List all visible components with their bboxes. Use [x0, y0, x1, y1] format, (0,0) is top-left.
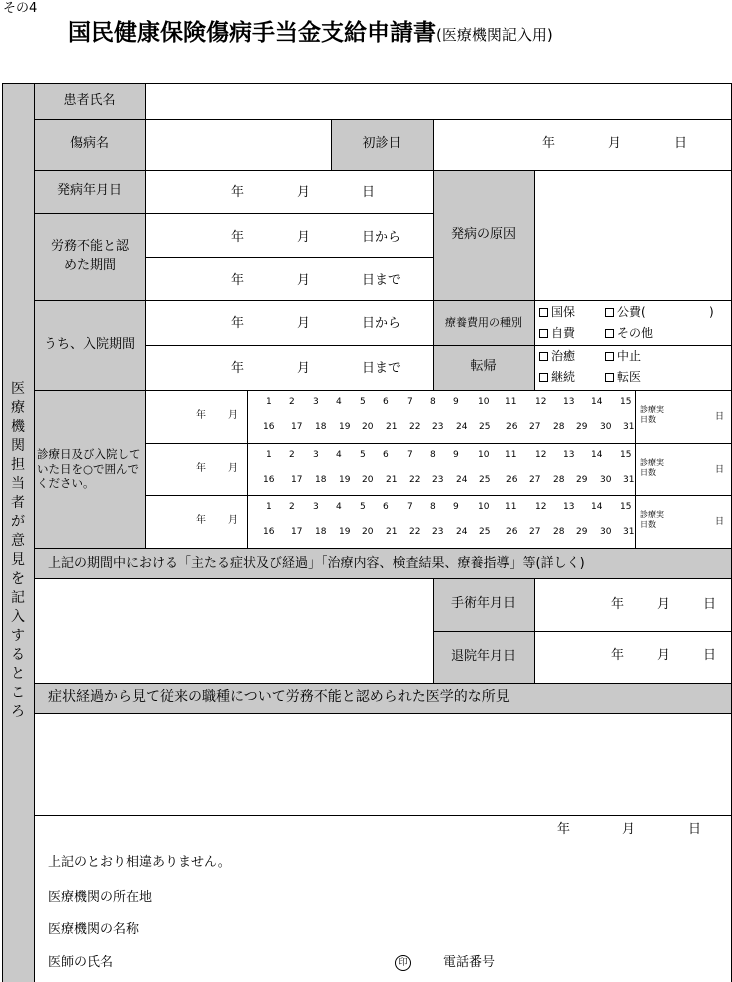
calendar-day[interactable]: 29: [576, 422, 588, 432]
calendar-day[interactable]: 1: [266, 397, 272, 407]
month-unit: 月: [228, 463, 238, 474]
option-label: 国保: [551, 305, 576, 319]
checkbox-icon: [539, 308, 548, 317]
day-unit: 日: [715, 465, 725, 475]
disease-name-label: 傷病名: [69, 136, 109, 152]
calendar-day[interactable]: 1: [266, 502, 272, 512]
calendar-day[interactable]: 9: [453, 450, 459, 460]
calendar-day[interactable]: 26: [506, 527, 518, 537]
opinion-heading: 症状経過から見て従来の職種について労務不能と認められた医学的な所見: [48, 689, 510, 705]
from-unit: 日から: [362, 316, 402, 331]
calendar-day[interactable]: 26: [506, 475, 518, 485]
calendar-day[interactable]: 8: [430, 502, 436, 512]
option-label: 転医: [617, 370, 642, 384]
calendar-day[interactable]: 17: [291, 527, 303, 537]
calendar-day[interactable]: 31: [623, 475, 635, 485]
calendar-day[interactable]: 27: [529, 422, 541, 432]
calendar-day[interactable]: 17: [291, 422, 303, 432]
until-unit: 日まで: [362, 361, 402, 376]
calendar-day[interactable]: 23: [432, 527, 444, 537]
year-unit: 年: [231, 316, 245, 331]
rule: [145, 495, 731, 496]
cost-type-label: 療養費用の種別: [445, 315, 522, 329]
calendar-day[interactable]: 20: [362, 527, 374, 537]
checkbox-icon: [539, 329, 548, 338]
calendar-day[interactable]: 21: [386, 527, 398, 537]
calendar-day[interactable]: 10: [478, 450, 490, 460]
outcome-label: 転帰: [470, 359, 497, 375]
calendar-day[interactable]: 28: [553, 527, 565, 537]
calendar-day[interactable]: 20: [362, 422, 374, 432]
calendar-day[interactable]: 10: [478, 502, 490, 512]
calendar-day[interactable]: 25: [479, 422, 491, 432]
checkbox-transfer[interactable]: [605, 371, 641, 383]
course-heading: 上記の期間中における「主たる症状及び経過」「治療内容、検査結果、療養指導」等(詳しく): [48, 556, 585, 571]
onset-cause-label: 発病の原因: [450, 226, 516, 242]
doctor-name-label: 医師の氏名: [48, 955, 114, 970]
month-unit: 月: [657, 648, 671, 663]
checkbox-icon: [539, 352, 548, 361]
calendar-day[interactable]: 30: [600, 475, 612, 485]
calendar-day[interactable]: 21: [386, 422, 398, 432]
incapacity-period-label: 労務不能と認めた期間: [50, 238, 129, 273]
checkbox-cured[interactable]: [539, 350, 575, 362]
month-unit: 月: [297, 361, 311, 376]
calendar-day[interactable]: 3: [313, 397, 319, 407]
calendar-day[interactable]: 7: [407, 502, 413, 512]
month-unit: 月: [297, 185, 311, 200]
calendar-day[interactable]: 21: [386, 475, 398, 485]
calendar-day[interactable]: 24: [456, 422, 468, 432]
rule: [34, 548, 731, 549]
calendar-day[interactable]: 19: [339, 475, 351, 485]
calendar-day[interactable]: 5: [360, 450, 366, 460]
calendar-day[interactable]: 5: [360, 397, 366, 407]
calendar-day[interactable]: 3: [313, 450, 319, 460]
calendar-day[interactable]: 13: [563, 397, 575, 407]
title-sub: (医療機関記入用): [436, 26, 553, 44]
calendar-day[interactable]: 27: [529, 475, 541, 485]
year-unit: 年: [196, 515, 206, 526]
side-label: 医療機関担当者が意見を記入するところ: [11, 381, 25, 720]
disease-name-input[interactable]: [146, 120, 330, 169]
year-unit: 年: [231, 273, 245, 288]
onset-cause-input[interactable]: [535, 171, 731, 299]
calendar-day[interactable]: 20: [362, 475, 374, 485]
calendar-day[interactable]: 2: [289, 450, 295, 460]
calendar-day[interactable]: 24: [456, 527, 468, 537]
surgery-date-label: 手術年月日: [450, 596, 516, 612]
calendar-day[interactable]: 30: [600, 422, 612, 432]
checkbox-icon: [605, 329, 614, 338]
year-unit: 年: [231, 361, 245, 376]
year-unit: 年: [196, 463, 206, 474]
actual-days-label: 診療実日数: [640, 510, 664, 530]
calendar-day[interactable]: 28: [553, 422, 565, 432]
year-unit: 年: [557, 822, 571, 837]
checkbox-jihi[interactable]: [539, 327, 575, 339]
calendar-day[interactable]: 2: [289, 397, 295, 407]
calendar-day[interactable]: 4: [336, 450, 342, 460]
year-unit: 年: [231, 185, 245, 200]
actual-days-label: 診療実日数: [640, 405, 664, 425]
calendar-day[interactable]: 16: [263, 422, 275, 432]
rule: [145, 257, 433, 258]
calendar-day[interactable]: 2: [289, 502, 295, 512]
checkbox-icon: [605, 308, 614, 317]
calendar-day[interactable]: 4: [336, 397, 342, 407]
checkbox-icon: [605, 373, 614, 382]
calendar-day[interactable]: 31: [623, 422, 635, 432]
calendar-day[interactable]: 10: [478, 397, 490, 407]
day-unit: 日: [703, 597, 717, 612]
month-unit: 月: [297, 230, 311, 245]
calendar-day[interactable]: 5: [360, 502, 366, 512]
calendar-day[interactable]: 9: [453, 502, 459, 512]
day-unit: 日: [688, 822, 702, 837]
hospital-period-label: うち、入院期間: [43, 336, 135, 352]
checkbox-other[interactable]: [605, 327, 653, 339]
calendar-day[interactable]: 31: [623, 527, 635, 537]
calendar-day[interactable]: 9: [453, 397, 459, 407]
page-title: [68, 22, 553, 45]
rule: [145, 443, 731, 444]
seal-text: 印: [398, 958, 408, 968]
checkbox-stopped[interactable]: [605, 350, 641, 362]
calendar-day[interactable]: 17: [291, 475, 303, 485]
option-label: 継続: [551, 370, 576, 384]
calendar-day[interactable]: 6: [383, 397, 389, 407]
calendar-day[interactable]: 14: [591, 450, 603, 460]
first-visit-label: 初診日: [362, 136, 402, 152]
calendar-day[interactable]: 22: [409, 422, 421, 432]
rule: [34, 83, 35, 982]
phone-label: 電話番号: [443, 955, 496, 970]
calendar-day[interactable]: 13: [563, 502, 575, 512]
calendar-day[interactable]: 16: [263, 475, 275, 485]
course-input[interactable]: [35, 579, 432, 682]
confirm-text: 上記のとおり相違ありません。: [48, 855, 231, 870]
month-unit: 月: [608, 136, 622, 151]
calendar-day[interactable]: 11: [505, 397, 517, 407]
year-unit: 年: [542, 136, 556, 151]
calendar-day[interactable]: 29: [576, 475, 588, 485]
calendar-day[interactable]: 7: [407, 397, 413, 407]
calendar-day[interactable]: 12: [535, 450, 547, 460]
day-unit: 日: [715, 412, 725, 422]
patient-name-label: 患者氏名: [63, 92, 116, 108]
year-unit: 年: [611, 597, 625, 612]
actual-days-label: 診療実日数: [640, 458, 664, 478]
from-unit: 日から: [362, 230, 402, 245]
checkbox-icon: [539, 373, 548, 382]
calendar-day[interactable]: 23: [432, 422, 444, 432]
rule: [247, 390, 248, 548]
patient-name-input[interactable]: [146, 84, 731, 118]
calendar-day[interactable]: 6: [383, 502, 389, 512]
checkbox-icon: [605, 352, 614, 361]
calendar-day[interactable]: 28: [553, 475, 565, 485]
calendar-day[interactable]: 16: [263, 527, 275, 537]
corner-label: その4: [3, 1, 38, 16]
calendar-day[interactable]: 15: [620, 397, 632, 407]
seal-icon: [395, 955, 411, 971]
title-main: 国民健康保険傷病手当金支給申請書: [68, 20, 436, 46]
calendar-day[interactable]: 3: [313, 502, 319, 512]
rule: [635, 390, 636, 548]
calendar-day[interactable]: 15: [620, 450, 632, 460]
facility-name-label: 医療機関の名称: [48, 922, 140, 937]
visit-days-label: 診療日及び入院していた日を○で囲んでください。: [37, 447, 141, 491]
calendar-day[interactable]: 14: [591, 397, 603, 407]
calendar-day[interactable]: 1: [266, 450, 272, 460]
checkbox-kokuho[interactable]: [539, 306, 575, 318]
calendar-day[interactable]: 29: [576, 527, 588, 537]
rule: [34, 815, 731, 816]
calendar-day[interactable]: 24: [456, 475, 468, 485]
calendar-day[interactable]: 19: [339, 422, 351, 432]
month-unit: 月: [228, 410, 238, 421]
paren-close: ): [709, 305, 714, 319]
month-unit: 月: [622, 822, 636, 837]
calendar-day[interactable]: 19: [339, 527, 351, 537]
discharge-date-label: 退院年月日: [450, 648, 516, 664]
calendar-day[interactable]: 4: [336, 502, 342, 512]
calendar-day[interactable]: 22: [409, 527, 421, 537]
option-label: その他: [617, 326, 654, 340]
until-unit: 日まで: [362, 273, 402, 288]
option-label: 自費: [551, 326, 576, 340]
year-unit: 年: [231, 230, 245, 245]
option-label: 治癒: [551, 349, 576, 363]
month-unit: 月: [657, 597, 671, 612]
onset-date-label: 発病年月日: [56, 183, 122, 199]
calendar-day[interactable]: 12: [535, 397, 547, 407]
month-unit: 月: [297, 316, 311, 331]
day-unit: 日: [703, 648, 717, 663]
calendar-day[interactable]: 8: [430, 450, 436, 460]
calendar-day[interactable]: 15: [620, 502, 632, 512]
calendar-day[interactable]: 7: [407, 450, 413, 460]
calendar-day[interactable]: 18: [315, 527, 327, 537]
day-unit: 日: [674, 136, 688, 151]
opinion-input[interactable]: [35, 714, 731, 814]
calendar-day[interactable]: 26: [506, 422, 518, 432]
calendar-day[interactable]: 11: [505, 450, 517, 460]
option-label: 中止: [617, 349, 642, 363]
address-label: 医療機関の所在地: [48, 890, 153, 905]
calendar-day[interactable]: 30: [600, 527, 612, 537]
month-unit: 月: [228, 515, 238, 526]
calendar-day[interactable]: 22: [409, 475, 421, 485]
calendar-day[interactable]: 13: [563, 450, 575, 460]
calendar-day[interactable]: 14: [591, 502, 603, 512]
calendar-day[interactable]: 6: [383, 450, 389, 460]
calendar-day[interactable]: 25: [479, 527, 491, 537]
calendar-day[interactable]: 8: [430, 397, 436, 407]
year-unit: 年: [196, 410, 206, 421]
calendar-day[interactable]: 18: [315, 422, 327, 432]
checkbox-kohi[interactable]: [605, 306, 646, 318]
month-unit: 月: [297, 273, 311, 288]
calendar-day[interactable]: 12: [535, 502, 547, 512]
calendar-day[interactable]: 18: [315, 475, 327, 485]
option-label: 公費(: [617, 305, 646, 319]
year-unit: 年: [611, 648, 625, 663]
calendar-day[interactable]: 11: [505, 502, 517, 512]
calendar-day[interactable]: 27: [529, 527, 541, 537]
checkbox-continued[interactable]: [539, 371, 575, 383]
calendar-day[interactable]: 25: [479, 475, 491, 485]
rule: [34, 683, 731, 684]
day-unit: 日: [362, 185, 376, 200]
calendar-day[interactable]: 23: [432, 475, 444, 485]
rule: [534, 578, 535, 683]
day-unit: 日: [715, 517, 725, 527]
